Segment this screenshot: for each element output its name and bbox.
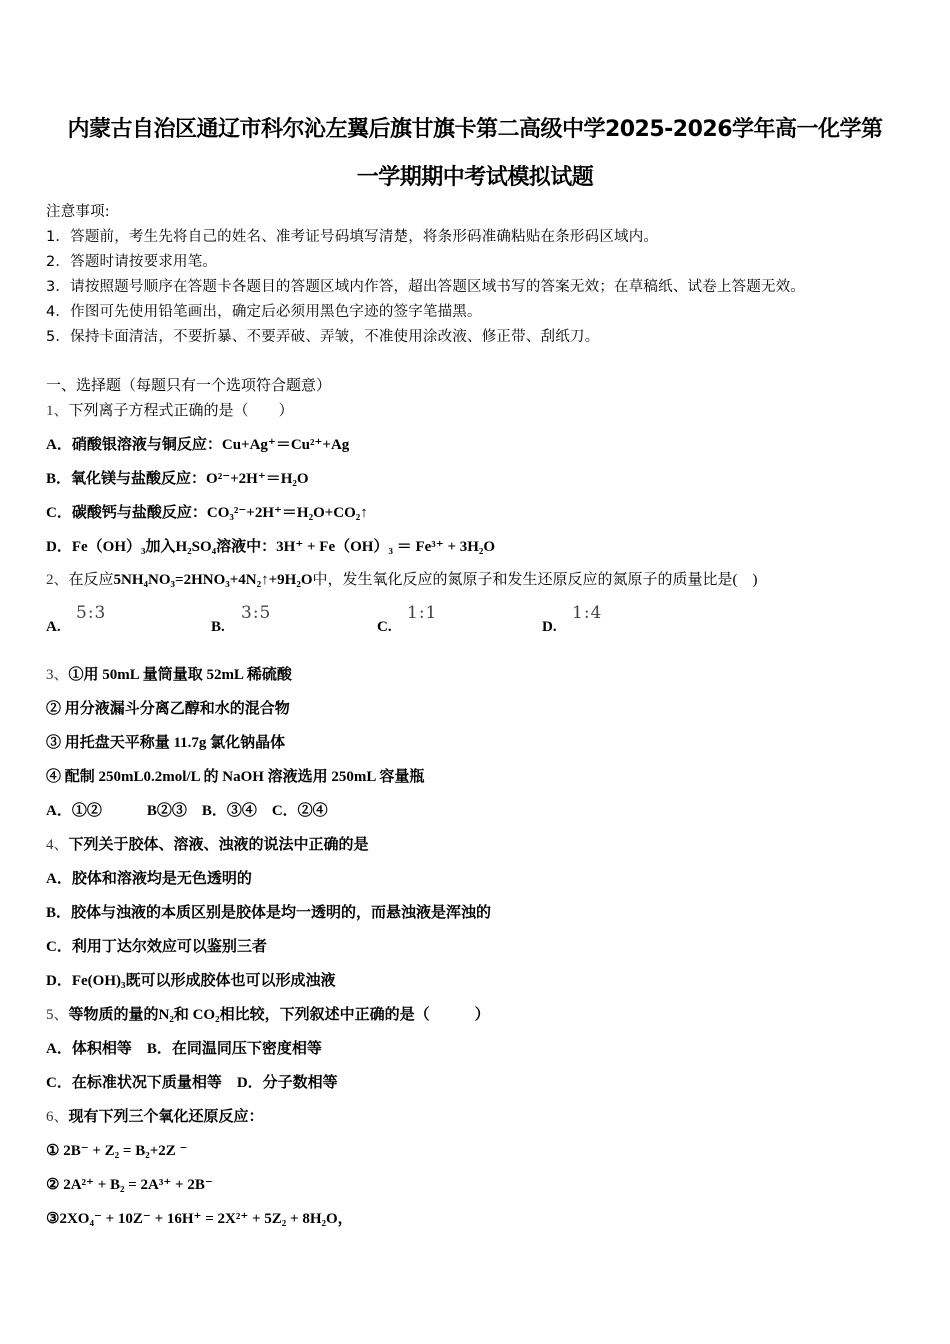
- notice-item-4: 4．作图可先使用铅笔画出，确定后必须用黑色字迹的签字笔描黑。: [46, 304, 482, 320]
- question-3-item-2: ② 用分液漏斗分离乙醇和水的混合物: [46, 701, 290, 717]
- notice-item-3: 3．请按照题号顺序在答题卡各题目的答题区域内作答，超出答题区域书写的答案无效；在草稿纸、试卷上答题无效。: [46, 279, 806, 295]
- q1-option-c: [46, 503, 368, 523]
- question-text: 现有下列三个氧化还原反应：: [68, 1109, 264, 1125]
- q4-option-a: A．胶体和溶液均是无色透明的: [46, 871, 252, 887]
- question-3-item-3: ③ 用托盘天平称量 11.7g 氯化钠晶体: [46, 735, 286, 751]
- option-label: D．: [46, 973, 72, 989]
- question-text: 下列离子方程式正确的是（ ）: [68, 403, 294, 419]
- question-text: ①用 50mL 量筒量取 52mL 稀硫酸: [68, 667, 292, 683]
- question-number: 5、: [46, 1007, 69, 1023]
- q6-reaction-1: ① 2B⁻ + Z₂ = B₂+2Z ⁻: [46, 1143, 188, 1159]
- question-text: 下列关于胶体、溶液、浊液的说法中正确的是: [68, 837, 369, 853]
- q2-option-b-value: 3:5: [241, 603, 272, 623]
- notice-item-2: 2．答题时请按要求用笔。: [46, 254, 218, 270]
- question-3-item-1: [46, 665, 292, 685]
- q5-options-line1: A．体积相等 B．在同温同压下密度相等: [46, 1041, 322, 1057]
- q2-option-b-label: B.: [211, 619, 225, 635]
- reaction-equation: 5NH₄NO₃=2HNO₃+4N₂↑+9H₂O: [113, 572, 313, 588]
- option-equation: O²⁻+2H⁺＝H₂O: [206, 471, 309, 487]
- question-1-stem: [46, 401, 294, 421]
- q5-options-line2: C．在标准状况下质量相等 D．分子数相等: [46, 1075, 338, 1091]
- q4-option-c: C．利用丁达尔效应可以鉴别三者: [46, 939, 267, 955]
- question-3-item-4: ④ 配制 250mL0.2mol/L 的 NaOH 溶液选用 250mL 容量瓶: [46, 769, 425, 785]
- option-equation: 3H⁺ + Fe（OH）₃ ＝ Fe³⁺ + 3H₂O: [276, 539, 496, 555]
- q4-option-d: [46, 971, 336, 991]
- q1-option-a: [46, 435, 349, 455]
- option-label: D．: [46, 539, 72, 555]
- exam-title-line2: 一学期期中考试模拟试题: [356, 165, 594, 190]
- q2-option-d-value: 1:4: [572, 603, 603, 623]
- question-number: 2、: [46, 572, 69, 588]
- q2-option-c-value: 1:1: [407, 603, 438, 623]
- question-text: 在反应: [68, 572, 114, 588]
- question-3-options: A．①② B②③ B．③④ C．②④: [46, 803, 328, 819]
- notice-item-1: 1．答题前，考生先将自己的姓名、准考证号码填写清楚，将条形码准确粘贴在条形码区域内。: [46, 229, 659, 245]
- notice-heading: 注意事项:: [46, 204, 110, 220]
- option-label: C．: [46, 505, 72, 521]
- q2-option-c-label: C.: [377, 619, 392, 635]
- q2-option-a-value: 5:3: [76, 603, 107, 623]
- q1-option-d: [46, 537, 495, 557]
- option-text: Fe(OH)₃既可以形成胶体也可以形成浊液: [71, 973, 336, 989]
- option-label: A．: [46, 437, 72, 453]
- section-heading: 一、选择题（每题只有一个选项符合题意）: [46, 378, 332, 394]
- option-equation: Cu+Ag⁺＝Cu²⁺+Ag: [221, 437, 350, 453]
- notice-item-5: 5．保持卡面清洁，不要折暴、不要弄破、弄皱，不准使用涂改液、修正带、刮纸刀。: [46, 329, 600, 345]
- q4-option-b: B．胶体与浊液的本质区别是胶体是均一透明的，而悬浊液是浑浊的: [46, 905, 492, 921]
- option-text: 氧化镁与盐酸反应：: [71, 471, 207, 487]
- option-label: B．: [46, 471, 72, 487]
- q1-option-b: [46, 469, 309, 489]
- option-text: 碳酸钙与盐酸反应：: [71, 505, 207, 521]
- question-number: 1、: [46, 403, 69, 419]
- q2-option-d-label: D.: [542, 619, 557, 635]
- option-text: Fe（OH）₃加入H₂SO₄溶液中：: [71, 539, 277, 555]
- question-text: 等物质的量的N₂和 CO₂相比较，下列叙述中正确的是（ ）: [68, 1007, 490, 1023]
- q6-reaction-2: ② 2A²⁺ + B₂ = 2A³⁺ + 2B⁻: [46, 1177, 213, 1193]
- exam-title-line1: 内蒙古自治区通辽市科尔沁左翼后旗甘旗卡第二高级中学2025-2026学年高一化学第: [67, 117, 883, 142]
- question-number: 4、: [46, 837, 69, 853]
- question-4-stem: [46, 835, 369, 855]
- option-equation: CO₃²⁻+2H⁺＝H₂O+CO₂↑: [206, 505, 368, 521]
- question-number: 3、: [46, 667, 69, 683]
- question-6-stem: [46, 1107, 264, 1127]
- question-5-stem: [46, 1005, 490, 1025]
- question-number: 6、: [46, 1109, 69, 1125]
- q2-option-a-label: A.: [46, 619, 61, 635]
- option-text: 硝酸银溶液与铜反应：: [71, 437, 222, 453]
- question-text: 中，发生氧化反应的氮原子和发生还原反应的氮原子的质量比是( ): [312, 572, 758, 588]
- question-2-stem: [46, 570, 758, 590]
- q6-reaction-3: ③2XO₄⁻ + 10Z⁻ + 16H⁺ = 2X²⁺ + 5Z₂ + 8H₂O，: [46, 1211, 353, 1227]
